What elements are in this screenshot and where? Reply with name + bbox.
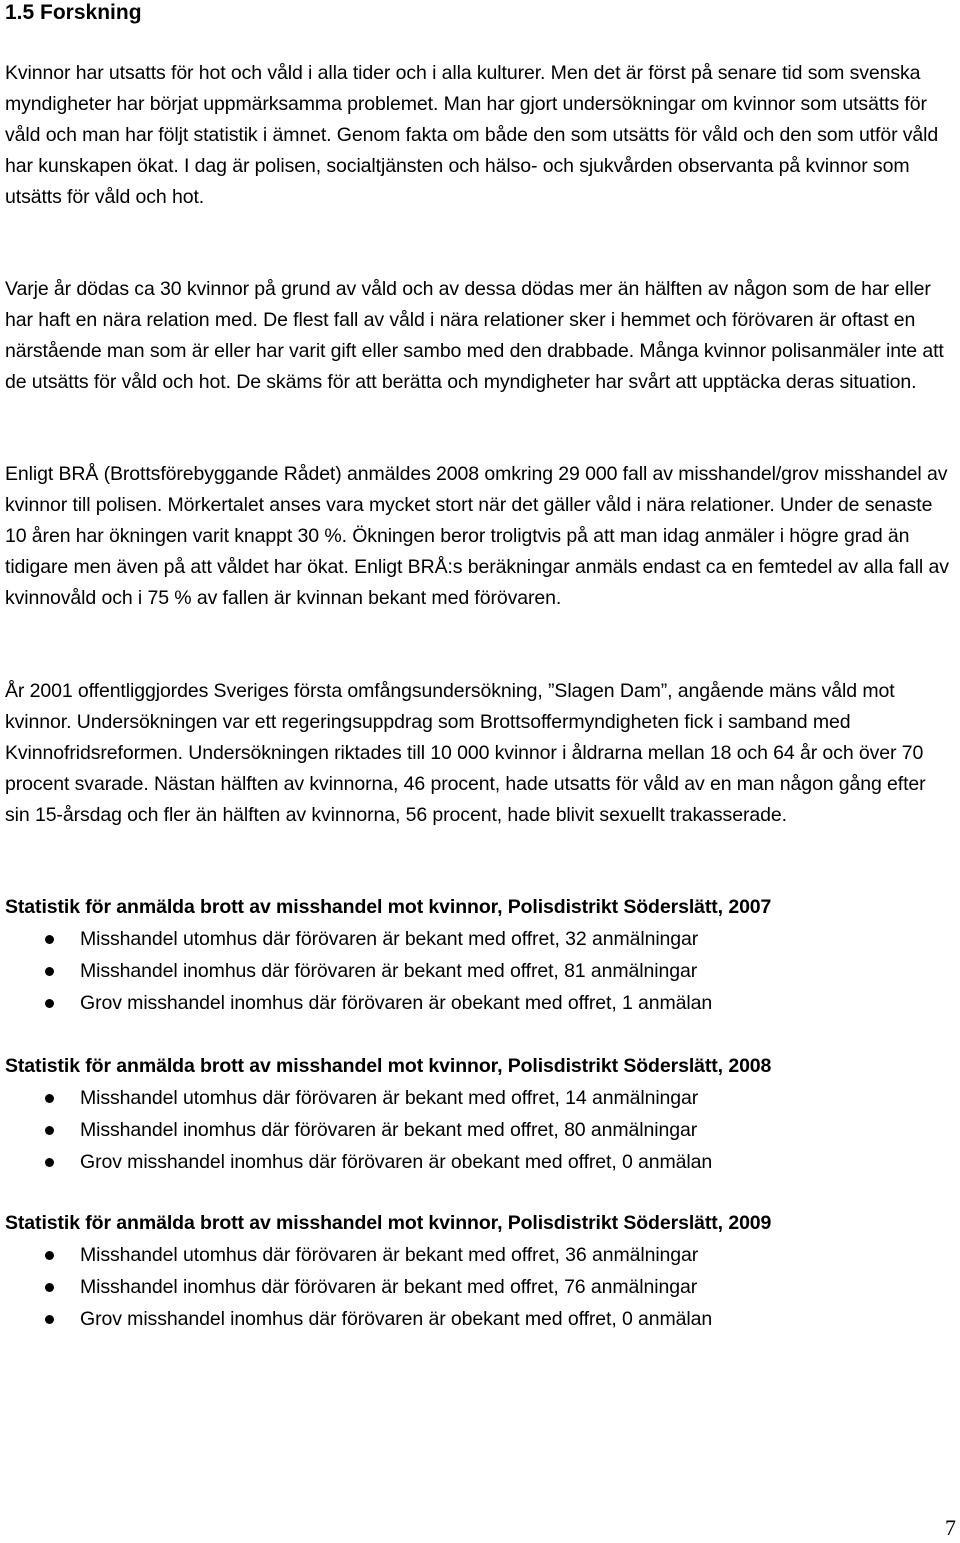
bullet-icon <box>45 1158 54 1167</box>
statistics-block-2007 <box>5 892 950 1019</box>
bullet-icon <box>45 999 54 1008</box>
list-item <box>5 1114 950 1146</box>
bullet-icon <box>45 935 54 944</box>
list-item-text: Grov misshandel inomhus där förövaren är obekant med offret, 0 anmälan <box>80 1151 713 1173</box>
paragraph-intro: Kvinnor har utsatts för hot och våld i alla tider och i alla kulturer. Men det är först på senare tid som svenska myndigheter har börjat uppmärksamma problemet. Man har gjort undersökningar om kvinnor som utsätts för våld och man har följt statistik i ämnet. Genom fakta om både den som utsätts för våld och den som utför våld har kunskapen ökat. I dag är polisen, socialtjänsten och hälso- och sjukvården observanta på kvinnor som utsätts för våld och hot. <box>5 62 939 208</box>
list-item-text: Misshandel utomhus där förövaren är bekant med offret, 32 anmälningar <box>80 928 699 950</box>
list-item <box>5 955 950 987</box>
page-number: 7 <box>945 1515 956 1540</box>
statistics-list <box>5 923 950 1019</box>
paragraph-bra-statistics: Enligt BRÅ (Brottsförebyggande Rådet) anmäldes 2008 omkring 29 000 fall av misshandel/grov misshandel av kvinnor till polisen. Mörkertalet anses vara mycket stort när det gäller våld i nära relationer. Under de senaste 10 åren har ökningen varit knappt 30 %. Ökningen beror troligtvis på att man idag anmäler i högre grad än tidigare men även på att våldet har ökat. Enligt BRÅ:s beräkningar anmäls endast ca en femtedel av alla fall av kvinnovåld och i 75 % av fallen är kvinnan bekant med förövaren. <box>5 463 949 609</box>
list-item-text: Misshandel utomhus där förövaren är bekant med offret, 14 anmälningar <box>80 1087 699 1109</box>
statistics-title: Statistik för anmälda brott av misshandel mot kvinnor, Polisdistrikt Söderslätt, 2008 <box>5 1055 772 1077</box>
list-item-text: Misshandel utomhus där förövaren är bekant med offret, 36 anmälningar <box>80 1244 699 1266</box>
list-item-text: Grov misshandel inomhus där förövaren är obekant med offret, 1 anmälan <box>80 992 713 1014</box>
statistics-list <box>5 1082 950 1178</box>
list-item <box>5 1271 950 1303</box>
bullet-icon <box>45 1094 54 1103</box>
bullet-icon <box>45 1126 54 1135</box>
paragraph-slagen-dam: År 2001 offentliggjordes Sveriges första omfångsundersökning, ”Slagen Dam”, angående mäns våld mot kvinnor. Undersökningen var ett regeringsuppdrag som Brottsoffermyndigheten fick i samband med Kvinnofridsreformen. Undersökningen riktades till 10 000 kvinnor i åldrarna mellan 18 och 64 år och över 70 procent svarade. Nästan hälften av kvinnorna, 46 procent, hade utsatts för våld av en man någon gång efter sin 15-årsdag och fler än hälften av kvinnorna, 56 procent, hade blivit sexuellt trakasserade. <box>5 680 926 826</box>
list-item-text: Misshandel inomhus där förövaren är bekant med offret, 80 anmälningar <box>80 1119 698 1141</box>
statistics-block-2008 <box>5 1051 950 1178</box>
list-item <box>5 923 950 955</box>
bullet-icon <box>45 1283 54 1292</box>
list-item-text: Misshandel inomhus där förövaren är bekant med offret, 81 anmälningar <box>80 960 698 982</box>
list-item <box>5 1239 950 1271</box>
list-item <box>5 987 950 1019</box>
list-item-text: Misshandel inomhus där förövaren är bekant med offret, 76 anmälningar <box>80 1276 698 1298</box>
bullet-icon <box>45 967 54 976</box>
bullet-icon <box>45 1251 54 1260</box>
statistics-block-2009 <box>5 1208 950 1335</box>
bullet-icon <box>45 1315 54 1324</box>
statistics-title: Statistik för anmälda brott av misshandel mot kvinnor, Polisdistrikt Söderslätt, 2007 <box>5 896 772 918</box>
list-item <box>5 1146 950 1178</box>
section-heading: 1.5 Forskning <box>5 1 142 24</box>
statistics-title: Statistik för anmälda brott av misshandel mot kvinnor, Polisdistrikt Söderslätt, 2009 <box>5 1212 772 1234</box>
statistics-list <box>5 1239 950 1335</box>
list-item <box>5 1082 950 1114</box>
paragraph-deaths: Varje år dödas ca 30 kvinnor på grund av våld och av dessa dödas mer än hälften av någon som de har eller har haft en nära relation med. De flest fall av våld i nära relationer sker i hemmet och förövaren är oftast en närstående man som är eller har varit gift eller sambo med den drabbade. Många kvinnor polisanmäler inte att de utsätts för våld och hot. De skäms för att berätta och myndigheter har svårt att upptäcka deras situation. <box>5 278 944 393</box>
list-item-text: Grov misshandel inomhus där förövaren är obekant med offret, 0 anmälan <box>80 1308 713 1330</box>
list-item <box>5 1303 950 1335</box>
